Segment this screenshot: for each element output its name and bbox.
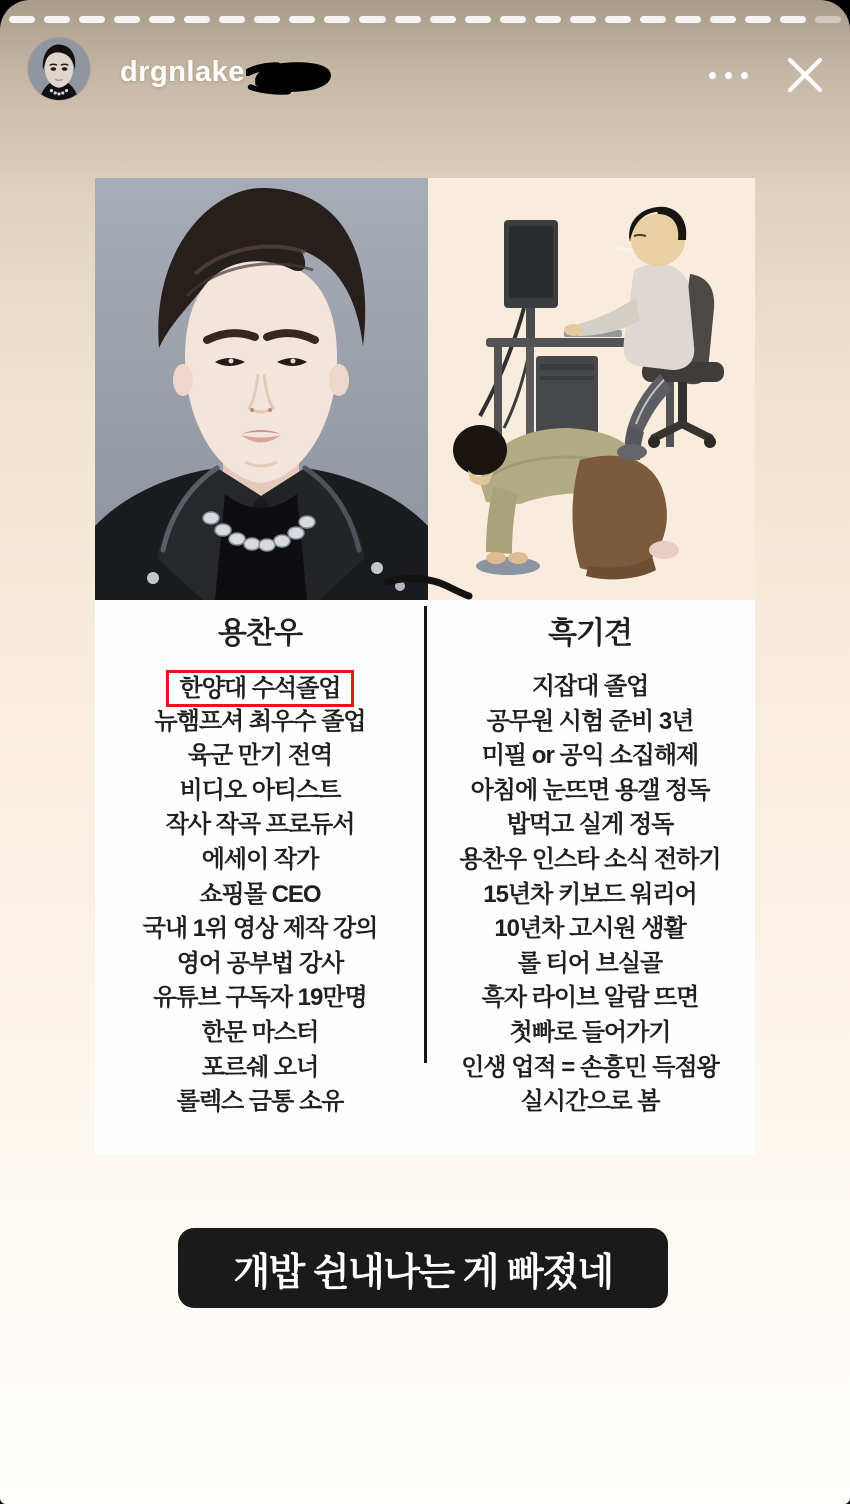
left-column	[95, 600, 425, 1120]
list-item: 롤렉스 금통 소유	[176, 1088, 344, 1116]
progress-segment	[605, 16, 631, 23]
list-item: 공무원 시험 준비 3년	[486, 707, 694, 735]
list-item: 포르쉐 오너	[201, 1053, 319, 1081]
avatar[interactable]	[28, 38, 90, 100]
illustration-image	[428, 178, 755, 600]
list-item: 10년차 고시원 생활	[494, 915, 686, 943]
progress-segment	[675, 16, 701, 23]
right-column-list	[425, 670, 755, 1120]
portrait-photo	[95, 178, 428, 600]
progress-segment	[184, 16, 210, 23]
story-header	[0, 34, 850, 114]
list-item: 첫빠로 들어가기	[509, 1018, 671, 1046]
right-column-title: 흑기견	[548, 617, 632, 650]
progress-segment	[44, 16, 70, 23]
progress-segment	[430, 16, 456, 23]
progress-segment	[710, 16, 736, 23]
progress-segment	[570, 16, 596, 23]
progress-segment	[289, 16, 315, 23]
story-progress-bar[interactable]	[9, 16, 841, 23]
list-item: 작사 작곡 프로듀서	[165, 811, 355, 839]
progress-segment	[219, 16, 245, 23]
progress-segment	[780, 16, 806, 23]
left-column-list	[95, 670, 425, 1120]
list-item: 흑자 라이브 알람 뜨면	[481, 984, 699, 1012]
comparison-card	[95, 178, 755, 1155]
list-item: 비디오 아티스트	[179, 776, 341, 804]
close-button[interactable]	[778, 48, 832, 107]
list-item: 유튜브 구독자 19만명	[153, 984, 367, 1012]
progress-segment	[395, 16, 421, 23]
progress-segment	[9, 16, 35, 23]
highlight-box: 한양대 수석졸업	[166, 670, 355, 707]
progress-segment	[359, 16, 385, 23]
username[interactable]: drgnlake	[120, 56, 245, 88]
progress-segment	[465, 16, 491, 23]
progress-segment	[535, 16, 561, 23]
list-item: 에세이 작가	[201, 845, 319, 873]
list-item	[95, 670, 425, 705]
list-item: 육군 만기 전역	[187, 742, 333, 770]
progress-segment	[640, 16, 666, 23]
ellipsis-icon	[709, 72, 716, 79]
progress-segment	[815, 16, 841, 23]
list-item: 뉴햄프셔 최우수 졸업	[154, 707, 366, 735]
list-item: 영어 공부법 강사	[176, 949, 344, 977]
list-item: 국내 1위 영상 제작 강의	[142, 915, 378, 943]
list-item: 쇼핑몰 CEO	[199, 880, 321, 908]
list-item: 미필 or 공익 소집해제	[481, 742, 699, 770]
avatar-portrait-image	[28, 38, 90, 100]
progress-segment	[745, 16, 771, 23]
caption-banner: 개밥 쉰내나는 게 빠졌네	[178, 1228, 668, 1308]
list-item: 롤 티어 브실골	[517, 949, 663, 977]
list-item: 밥먹고 실게 정독	[506, 811, 674, 839]
more-options-button[interactable]	[703, 66, 754, 85]
progress-segment	[254, 16, 280, 23]
scribble-redaction	[246, 58, 338, 101]
card-images-row	[95, 178, 755, 600]
list-item: 한문 마스터	[201, 1018, 319, 1046]
list-item: 15년차 키보드 워리어	[483, 880, 697, 908]
right-column	[425, 600, 755, 1120]
progress-segment	[149, 16, 175, 23]
list-item: 아침에 눈뜨면 용갤 정독	[470, 776, 710, 804]
pen-squiggle	[383, 574, 473, 600]
progress-segment	[79, 16, 105, 23]
list-item: 용찬우 인스타 소식 전하기	[459, 845, 721, 873]
close-icon	[782, 52, 828, 98]
list-item: 지잡대 졸업	[531, 673, 649, 700]
progress-segment	[324, 16, 350, 23]
left-column-title: 용찬우	[218, 617, 302, 650]
list-item: 실시간으로 봄	[520, 1088, 660, 1116]
progress-segment	[500, 16, 526, 23]
progress-segment	[114, 16, 140, 23]
list-item: 인생 업적 = 손흥민 득점왕	[461, 1053, 719, 1081]
card-text-columns	[95, 600, 755, 1155]
